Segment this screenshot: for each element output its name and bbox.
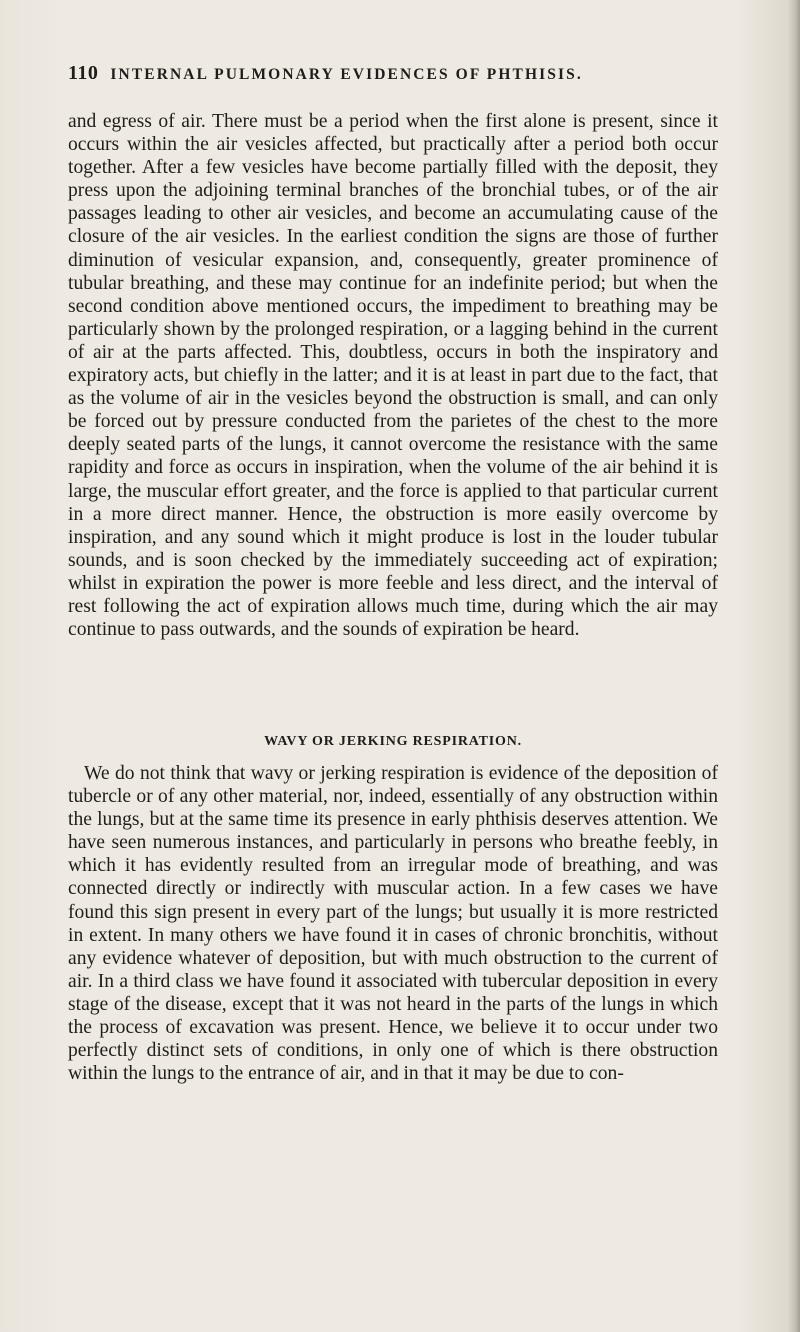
- page-number: 110: [68, 62, 99, 84]
- section-heading: WAVY OR JERKING RESPIRATION.: [264, 734, 522, 749]
- running-head: INTERNAL PULMONARY EVIDENCES OF PHTHISIS.: [110, 66, 583, 83]
- page-edge-shadow: [788, 0, 800, 1332]
- page-header: [68, 62, 698, 88]
- paragraph-wavy-respiration: We do not think that wavy or jerking respiration is evidence of the deposition of tubercle or of any other material, nor, indeed, essentially of any obstruction within the lungs, but at the same time its presence in early phthisis deserves attention. We have seen numerous instances, and particularly in persons who breathe feebly, in which it has evidently resulted from an irregular mode of breathing, and was connected directly or indirectly with muscular action. In a few cases we have found this sign present in every part of the lungs; but usually it is more restricted in extent. In many others we have found it in cases of chronic bronchitis, without any evidence whatever of deposition, but with much obstruction to the current of air. In a third class we have found it associated with tubercular deposition in every stage of the disease, except that it was not heard in the parts of the lungs in which the process of excavation was present. Hence, we believe it to occur under two perfectly distinct sets of conditions, in only one of which is there obstruction within the lungs to the entrance of air, and in that it may be due to con-: [68, 763, 718, 1085]
- paragraph-continued: and egress of air. There must be a period when the first alone is present, since it occurs within the air vesicles affected, but practically after a period both occur together. After a few vesicles have become partially filled with the deposit, they press upon the adjoining terminal branches of the bronchial tubes, or of the air passages leading to other air vesicles, and become an accumulating cause of the closure of the air vesicles. In the earliest condition the signs are those of further diminution of vesicular expansion, and, consequently, greater prominence of tubular breathing, and these may continue for an indefinite period; but when the second condition above mentioned occurs, the impediment to breathing may be particularly shown by the prolonged respiration, or a lagging behind in the current of air at the parts affected. This, doubtless, occurs in both the inspiratory and expiratory acts, but chiefly in the latter; and it is at least in part due to the fact, that as the volume of air in the vesicles beyond the obstruction is small, and can only be forced out by pressure conducted from the parietes of the chest to the more deeply seated parts of the lungs, it cannot overcome the resistance with the same rapidity and force as occurs in inspiration, when the volume of the air behind it is large, the muscular effort greater, and the force is applied to that particular current in a more direct manner. Hence, the obstruction is more easily overcome by inspiration, and any sound which it might produce is lost in the louder tubular sounds, and is soon checked by the immediately succeeding act of expiration; whilst in expiration the power is more feeble and less direct, and the interval of rest following the act of expiration allows much time, during which the air may continue to pass outwards, and the sounds of expiration be heard.: [68, 111, 718, 641]
